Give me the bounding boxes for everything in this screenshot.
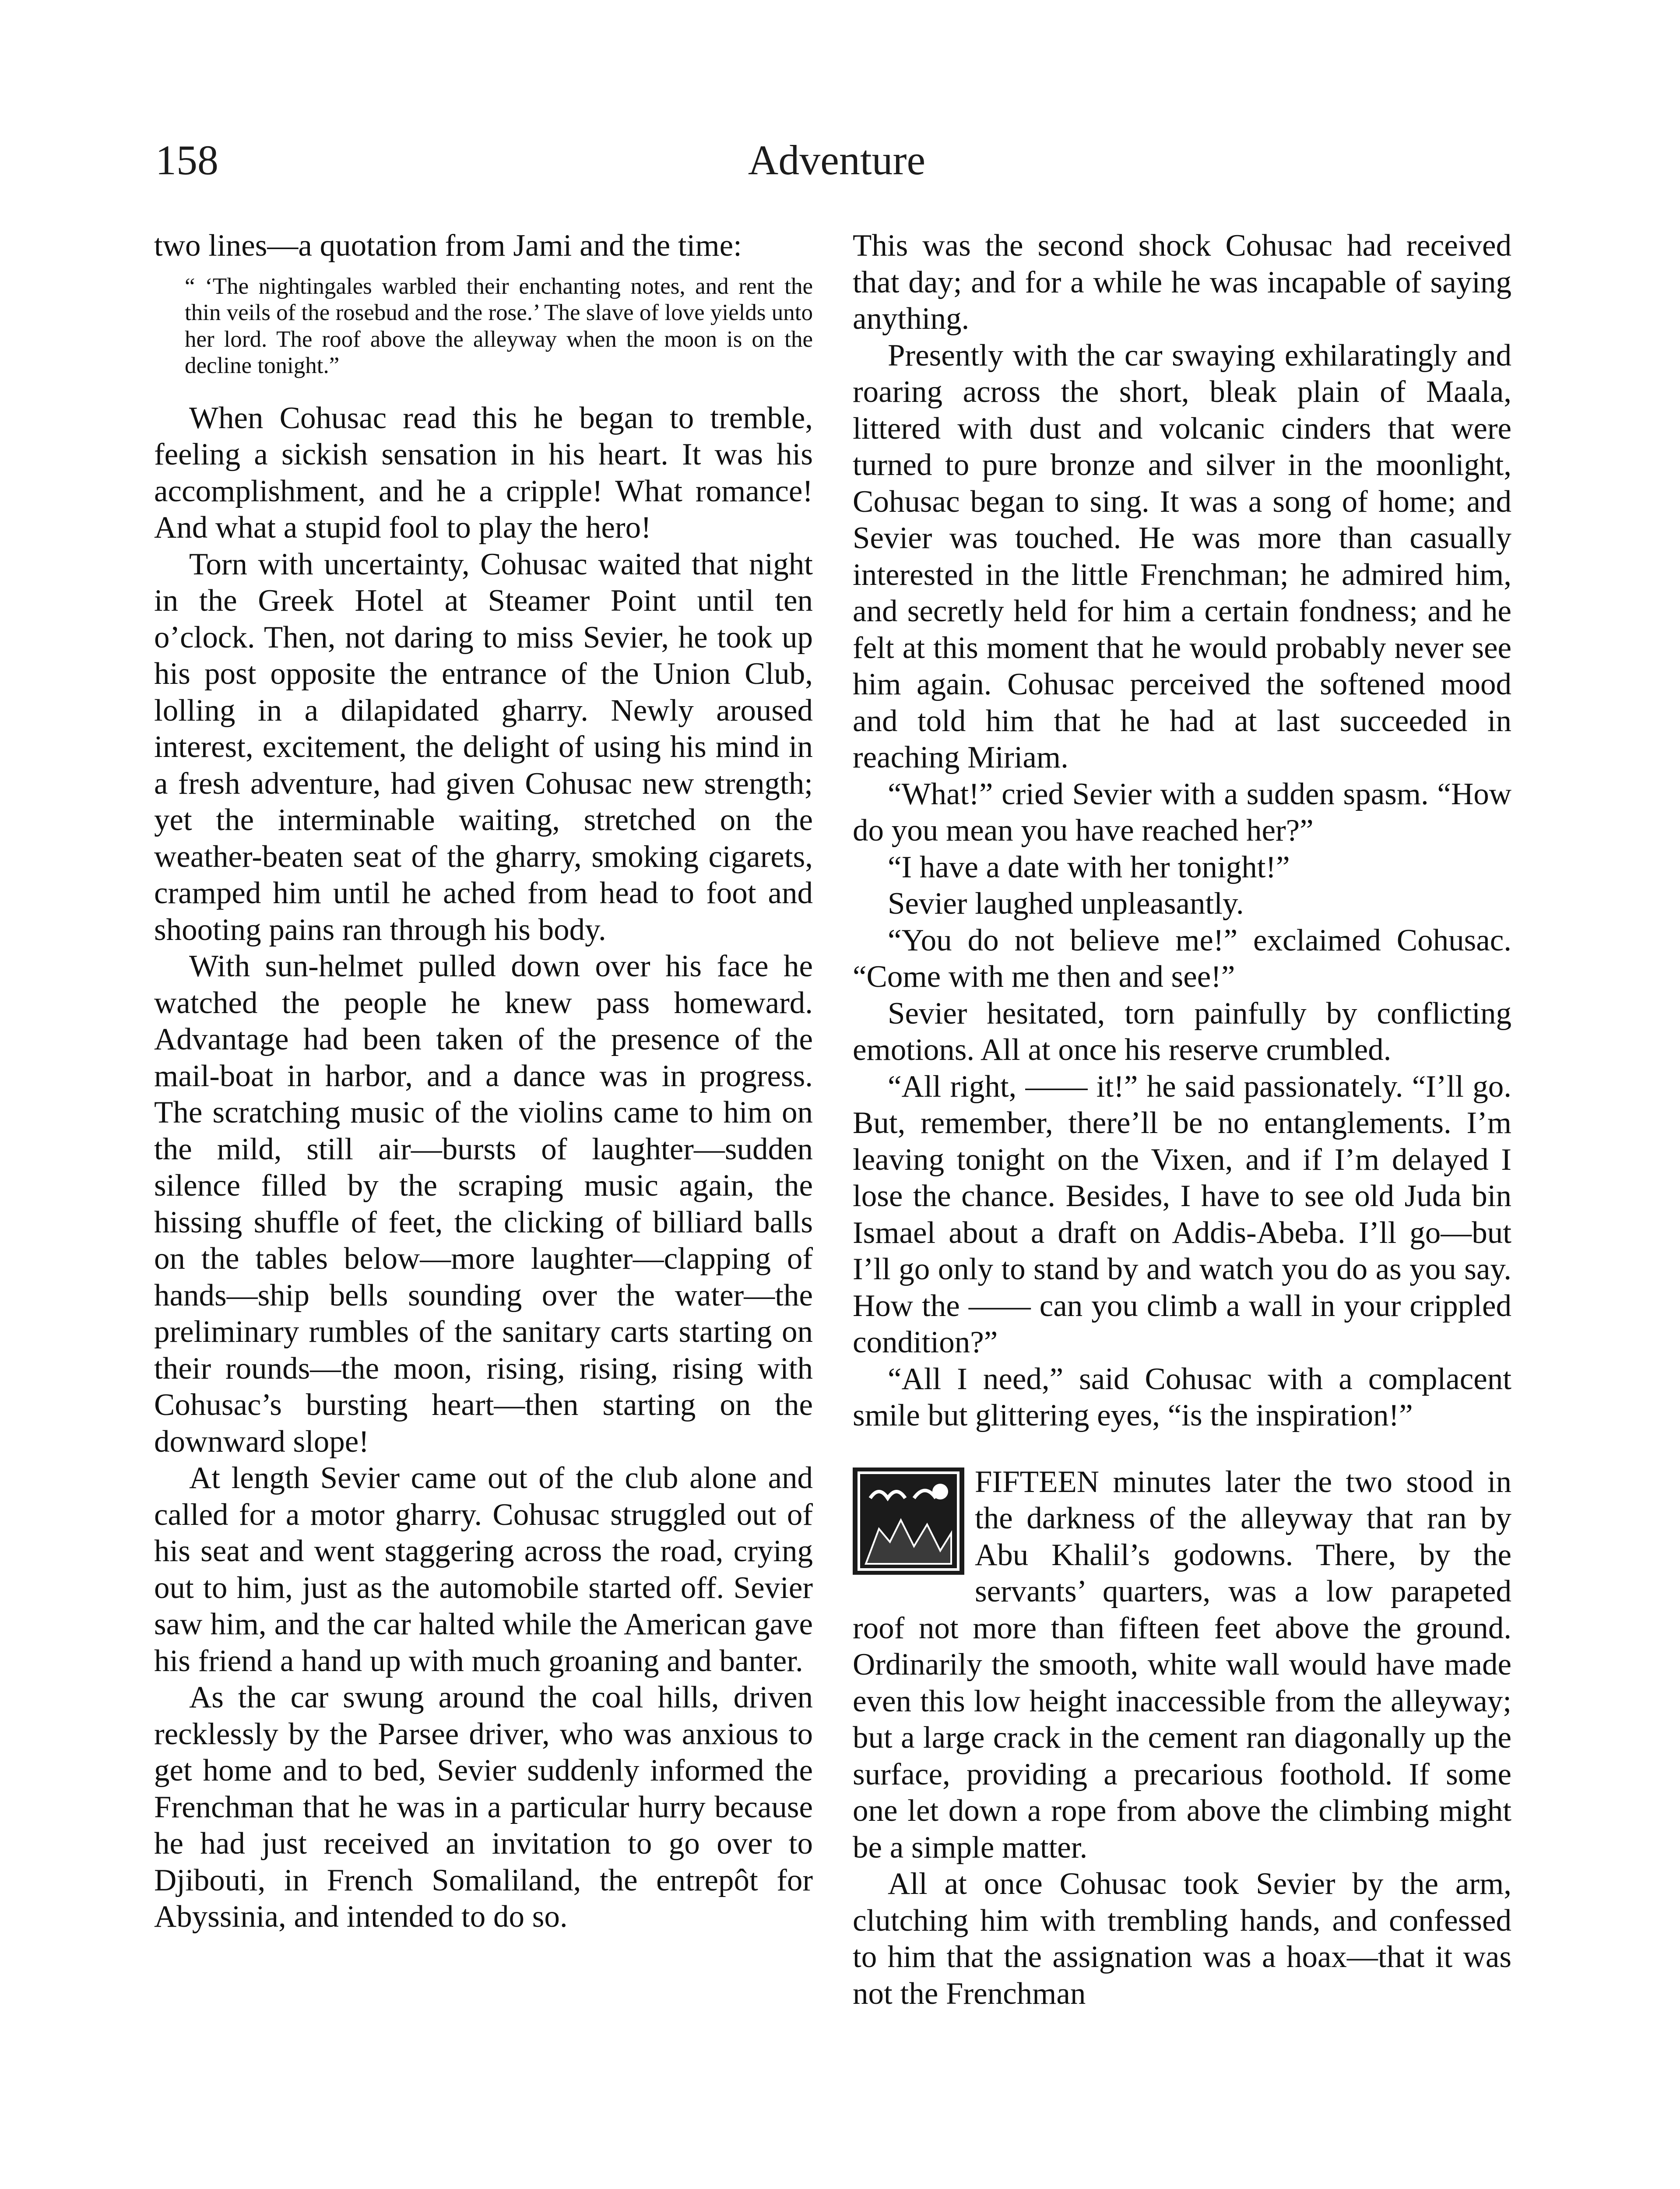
- paragraph: “You do not believe me!” exclaimed Cohusac. “Come with me then and see!”: [853, 923, 1511, 994]
- section-opening-paragraph: [853, 1464, 1511, 1866]
- paragraph: “All I need,” said Cohusac with a complacent smile but glittering eyes, “is the inspiration!”: [853, 1362, 1511, 1432]
- paragraph: Torn with uncertainty, Cohusac waited that night in the Greek Hotel at Steamer Point until ten o’clock. Then, not daring to miss Sevier, he took up his post opposite the entrance of the Union Club, lolling in a dilapidated gharry. Newly aroused interest, excitement, the delight of using his mind in a fresh adventure, had given Cohusac new strength; yet the interminable waiting, stretched on the weather-beaten seat of the gharry, smoking cigarets, cramped him until he ached from head to foot and shooting pains ran through his body.: [154, 547, 813, 947]
- page-header: [155, 131, 1518, 197]
- left-column: [154, 228, 813, 1936]
- page-number: 158: [155, 137, 218, 183]
- decorative-scene-dropcap-icon: [853, 1468, 964, 1575]
- paragraph: As the car swung around the coal hills, driven recklessly by the Parsee driver, who was anxious to get home and to bed, Sevier suddenly informed the Frenchman that he was in a particular hurry because he had just received an invitation to go over to Djibouti, in French Somaliland, the entrepôt for Abyssinia, and intended to do so.: [154, 1680, 813, 1934]
- right-column: [853, 228, 1511, 2012]
- paragraph: All at once Cohusac took Sevier by the arm, clutching him with trembling hands, and confessed to him that the assignation was a hoax—that it was not the Frenchman: [853, 1867, 1511, 2011]
- running-title: Adventure: [748, 137, 926, 183]
- paragraph: Sevier hesitated, torn painfully by conflicting emotions. All at once his reserve crumbled.: [853, 996, 1511, 1067]
- paragraph: “I have a date with her tonight!”: [888, 850, 1290, 884]
- paragraph: “What!” cried Sevier with a sudden spasm. “How do you mean you have reached her?”: [853, 777, 1511, 848]
- paragraph: “All right, —— it!” he said passionately. “I’ll go. But, remember, there’ll be no entanglements. I’m leaving tonight on the Vixen, and if I’m delayed I lose the chance. Besides, I have to see old Juda bin Ismael about a draft on Addis-Abeba. I’ll go—but I’ll go only to stand by and watch you do as you say. How the —— can you climb a wall in your crippled condition?”: [853, 1069, 1511, 1359]
- paragraph: At length Sevier came out of the club alone and called for a motor gharry. Cohusac struggled out of his seat and went staggering across the road, crying out to him, just as the automobile started off. Sevier saw him, and the car halted while the American gave his friend a hand up with much groaning and banter.: [154, 1461, 813, 1678]
- paragraph: Sevier laughed unpleasantly.: [888, 887, 1244, 921]
- paragraph: two lines—a quotation from Jami and the time:: [154, 229, 742, 263]
- section-break: [853, 1434, 1511, 1464]
- block-quote: [154, 273, 813, 379]
- paragraph: Presently with the car swaying exhilaratingly and roaring across the short, bleak plain of Maala, littered with dust and volcanic cinders that were turned to pure bronze and silver in the moonlight, Cohusac began to sing. It was a song of home; and Sevier was touched. He was more than casually interested in the little Frenchman; he admired him, and secretly held for him a certain fondness; and he felt at this moment that he would probably never see him again. Cohusac perceived the softened mood and told him that he had at last succeeded in reaching Miriam.: [853, 338, 1511, 774]
- paragraph: When Cohusac read this he began to tremble, feeling a sickish sensation in his heart. It was his accomplishment, and he a cripple! What romance! And what a stupid fool to play the hero!: [154, 401, 813, 545]
- quote-text: “ ‘The nightingales warbled their enchanting notes, and rent the thin veils of the rosebud and the rose.’ The slave of love yields unto her lord. The roof above the alleyway when the moon is on the decline tonight.”: [185, 273, 813, 378]
- paragraph-text: FIFTEEN minutes later the two stood in the darkness of the alleyway that ran by Abu Khalil’s godowns. There, by the servants’ quarters, was a low parapeted roof not more than fifteen feet above the ground. Ordinarily the smooth, white wall would have made even this low height inaccessible from the alleyway; but a large crack in the cement ran diagonally up the surface, providing a precarious foothold. If some one let down a rope from above the climbing might be a simple matter.: [853, 1464, 1511, 1865]
- paragraph: With sun-helmet pulled down over his face he watched the people he knew pass homeward. Advantage had been taken of the presence of the mail-boat in harbor, and a dance was in progress. The scratching music of the violins came to him on the mild, still air—bursts of laughter—sudden silence filled by the scraping music again, the hissing shuffle of feet, the clicking of billiard balls on the tables below—more laughter—clapping of hands—ship bells sounding over the water—the preliminary rumbles of the sanitary carts starting on their rounds—the moon, rising, rising, rising with Cohusac’s bursting heart—then starting on the downward slope!: [154, 949, 813, 1459]
- paragraph: This was the second shock Cohusac had received that day; and for a while he was incapable of saying anything.: [853, 229, 1511, 336]
